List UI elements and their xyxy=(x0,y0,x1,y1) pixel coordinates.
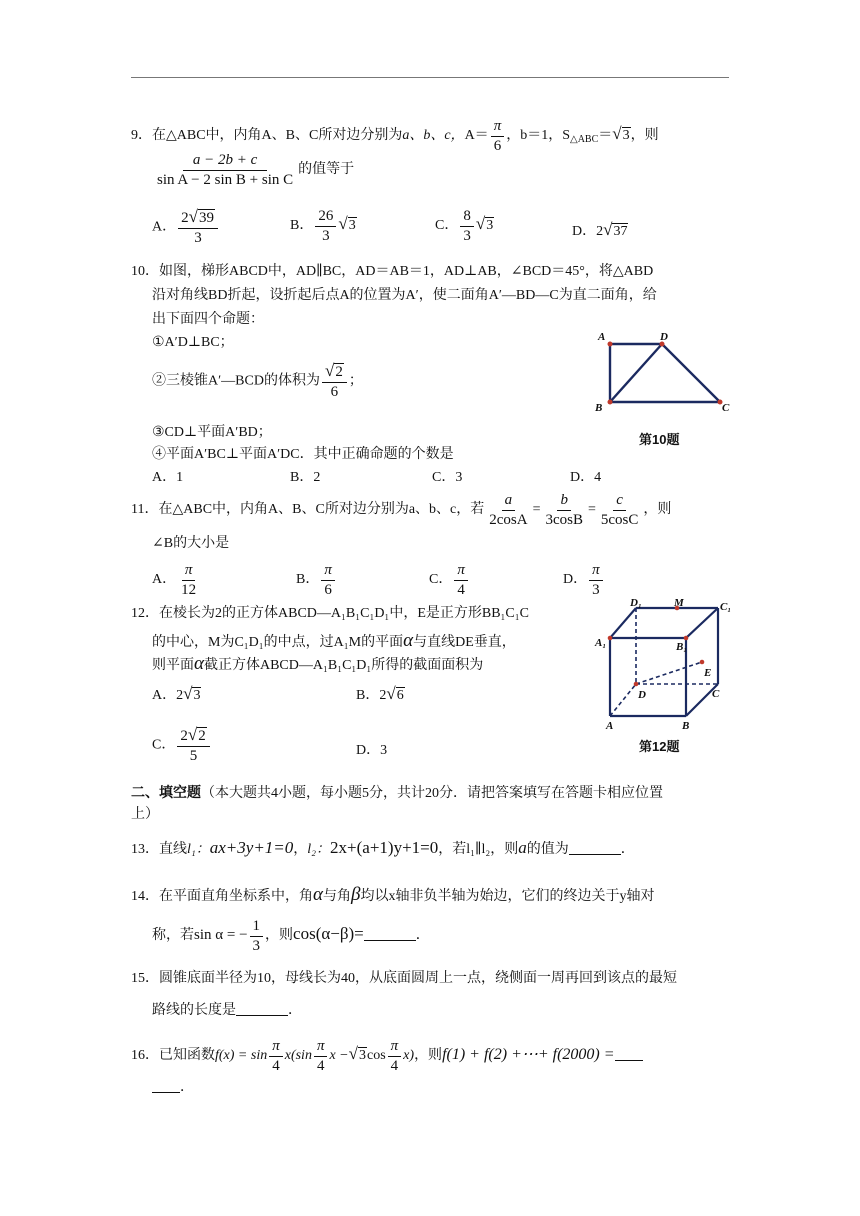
label-d: D xyxy=(660,331,668,343)
q11-opt-c-den: 4 xyxy=(457,581,465,598)
q9-opt-d-label: D． xyxy=(572,224,597,239)
q16-answer-blank-b[interactable] xyxy=(152,1092,180,1093)
q9-opt-b-num: 26 xyxy=(315,208,336,227)
q10-option-b: B．2 xyxy=(290,470,321,485)
q12-line3 xyxy=(152,653,483,676)
q10-prop2-text: ②三棱锥A′—BCD的体积为 xyxy=(152,373,320,389)
q9-opt-a-frac: $\frac{2√39}{3}$ xyxy=(178,208,218,246)
q15-end: ． xyxy=(288,1003,302,1018)
label-b: B xyxy=(595,402,603,414)
point-b xyxy=(608,400,613,405)
q11-frac-a xyxy=(486,492,530,528)
q12-option-b: B．2√6 xyxy=(356,684,404,703)
q11-opt-a-num: π xyxy=(182,562,196,581)
q16-x3: x) xyxy=(403,1048,415,1064)
q11-option-a xyxy=(152,562,201,598)
q16-lead: 16．已知函数 xyxy=(131,1048,215,1064)
q10-line2: 沿对角线BD折起，设折起后点A的位置为A′，使二面角A′—BD—C为直二面角，给 xyxy=(152,288,657,303)
q9-opt-c-num: 8 xyxy=(460,208,474,227)
q16-sum: f(1) + f(2) +⋯+ f(2000) = xyxy=(442,1046,615,1064)
q9-opt-a-label: A． xyxy=(152,219,177,235)
q11-opt-c-num: π xyxy=(454,562,468,581)
q9-opt-c-rad: 3 xyxy=(486,218,494,234)
segment-de xyxy=(636,662,702,684)
q9-sqrt3: 3 xyxy=(622,128,630,144)
q11-option-d xyxy=(563,562,605,598)
label-b: B xyxy=(682,720,690,732)
q13-cond: ，若l₁∥l₂，则 xyxy=(438,842,519,857)
q10-option-d: D．4 xyxy=(570,470,602,485)
q16-x2: x − xyxy=(329,1048,349,1064)
q16-four1: 4 xyxy=(272,1057,280,1074)
q12-alpha1: α xyxy=(403,630,414,651)
q10-prop2-den: 6 xyxy=(330,383,339,400)
edge-ad xyxy=(610,684,636,716)
q9-pi: π xyxy=(491,118,505,137)
q9-line1: 9．在△ABC中，内角A、B、C所对边分别为a、b、c，A＝ $\frac{\pi}{6}$ ，b＝1，$S_{\triangle ABC}=√3$，则 xyxy=(131,118,659,154)
edge-a1d1 xyxy=(610,608,636,638)
q15-line2-text: 路线的长度是 xyxy=(152,1003,236,1018)
q10-line1: 10．如图，梯形ABCD中，AD∥BC，AD＝AB＝1，AD⊥AB，∠BCD＝45°，将△ABD xyxy=(131,264,654,279)
q11-opt-c-label: C． xyxy=(429,572,453,588)
q12-opt-b-label: B． xyxy=(356,688,380,703)
q12-opt-c-label: C． xyxy=(152,737,176,753)
edge-b1c1 xyxy=(686,608,718,638)
label-e: E xyxy=(704,667,712,679)
label-a1: A₁ xyxy=(595,637,607,649)
point-a xyxy=(608,342,613,347)
q9-s-sub: △ABC xyxy=(570,134,599,146)
label-d1: D₁ xyxy=(630,598,642,609)
q11-opt-d-frac xyxy=(589,562,603,598)
q12-opt-b-rad: 6 xyxy=(396,688,404,703)
label-a: A xyxy=(598,331,606,343)
q12-alpha2: α xyxy=(194,653,204,674)
q10-option-a: A．1 xyxy=(152,470,184,485)
q11-line1 xyxy=(131,492,671,528)
q15-line1: 15．圆锥底面半径为10，母线长为40，从底面圆周上一点，绕侧面一周再回到该点的最短 xyxy=(131,971,677,986)
q9-main-frac xyxy=(154,152,296,188)
q16-fx: f(x) = sin xyxy=(215,1048,268,1064)
point-e xyxy=(700,660,705,665)
q9-vars: a、b、c， xyxy=(402,128,465,144)
q16-sqrt3: 3 xyxy=(358,1048,366,1064)
q11-opt-c-frac xyxy=(454,562,468,598)
q9-option-d: D．2√37 xyxy=(572,220,628,239)
q12-line2 xyxy=(152,630,516,653)
q14-beta: β xyxy=(350,884,361,905)
q16-pi2: π xyxy=(314,1038,328,1057)
q13-end: ． xyxy=(620,842,635,857)
q13-sep: ， xyxy=(293,842,308,857)
q11-option-b xyxy=(296,562,337,598)
q12-line1: 12．在棱长为2的正方体ABCD—A₁B₁C₁D₁中，E是正方形BB₁C₁C xyxy=(131,606,529,621)
q11-option-c xyxy=(429,562,470,598)
q13-l2: l₂： xyxy=(307,842,331,857)
edge-dc xyxy=(662,344,720,402)
q14-end: ． xyxy=(415,928,430,944)
q10-prop2 xyxy=(152,362,363,400)
q9-opt-a-rad: 39 xyxy=(198,210,214,226)
q9-option-c: C． $\frac{8}{3}$ √3 xyxy=(435,208,494,244)
q16-pi1: π xyxy=(269,1038,283,1057)
q12-option-c xyxy=(152,726,212,764)
q9-opt-b-den: 3 xyxy=(322,227,330,244)
q11-frac-b-num: b xyxy=(557,492,571,511)
q13-answer-blank[interactable] xyxy=(569,854,621,855)
q14-answer-blank[interactable] xyxy=(364,940,416,941)
q11-opt-d-num: π xyxy=(589,562,603,581)
q11-opt-d-label: D． xyxy=(563,572,588,588)
label-c: C xyxy=(712,688,720,700)
q12-line2b: 与直线DE垂直， xyxy=(413,635,516,650)
q14-cos: cos(α−β)= xyxy=(293,924,364,944)
q15-answer-blank[interactable] xyxy=(236,1015,288,1016)
header-rule xyxy=(131,77,729,78)
q9-expression xyxy=(152,152,354,188)
q14-frac-num: 1 xyxy=(250,918,264,937)
q11-opt-b-num: π xyxy=(321,562,335,581)
q12-opt-a-label: A． xyxy=(152,688,177,703)
q12-opt-a-coef: 2 xyxy=(176,688,184,703)
q9-opt-c-den: 3 xyxy=(463,227,471,244)
q11-opt-b-label: B． xyxy=(296,572,320,588)
q11-frac-c-den: 5cosC xyxy=(600,511,639,528)
q12-opt-b-coef: 2 xyxy=(379,688,387,703)
q16-four2: 4 xyxy=(316,1057,325,1074)
q9-main-den: sin A − 2 sin B + sin C xyxy=(157,171,294,188)
q12-opt-c-rad: 2 xyxy=(198,728,206,744)
q11-line2: ∠B的大小是 xyxy=(152,536,230,551)
q9-option-b: B． $\frac{26}{3}$ √3 xyxy=(290,208,356,244)
q12-option-d: D．3 xyxy=(356,743,388,758)
q11-then: ，则 xyxy=(643,502,672,518)
point-d xyxy=(634,682,639,687)
q10-option-c: C．3 xyxy=(432,470,463,485)
q9-opt-b-frac xyxy=(315,208,336,244)
q9-opt-a-coef: 2 xyxy=(181,210,189,226)
q11-frac-c-num: c xyxy=(613,492,626,511)
q9-main-num: a − 2b + c xyxy=(183,152,267,171)
q11-frac-a-num: a xyxy=(502,492,516,511)
q9-opt-a-den: 3 xyxy=(194,229,202,246)
q9-option-a xyxy=(152,208,220,246)
q16-then: ，则 xyxy=(414,1048,443,1064)
q13-tail: 的值为 xyxy=(526,842,569,857)
label-a: A xyxy=(606,720,614,732)
q9-opt-c-label: C． xyxy=(435,218,459,234)
q14-line2 xyxy=(152,918,430,954)
q12-cube-figure xyxy=(592,598,738,732)
q16-end: ． xyxy=(180,1080,194,1095)
q13-lead: 13．直线 xyxy=(131,842,187,857)
q12-line3a: 则平面 xyxy=(152,658,194,673)
point-a1 xyxy=(608,636,613,641)
q11-frac-a-den: 2cosA xyxy=(489,511,528,528)
q14-alpha: α xyxy=(313,884,323,905)
q14-rest: 均以x轴非负半轴为始边，它们的终边关于y轴对 xyxy=(360,889,655,904)
q9-b-eq: ，b＝1，S xyxy=(506,128,570,144)
q12-figure-caption: 第12题 xyxy=(639,739,680,754)
q14-line1 xyxy=(131,884,654,907)
q10-prop4: ④平面A′BC⊥平面A′DC．其中正确命题的个数是 xyxy=(152,447,454,462)
q9-opt-d-coef: 2 xyxy=(596,224,604,239)
q11-opt-b-frac xyxy=(321,562,335,598)
section2-desc2: 上） xyxy=(131,807,159,822)
q9-opt-b-rad: 3 xyxy=(348,218,356,234)
q9-six: 6 xyxy=(493,137,502,154)
q10-trapezoid-figure xyxy=(590,328,736,420)
q12-line3b: 截正方体ABCD—A₁B₁C₁D₁所得的截面面积为 xyxy=(203,658,484,673)
q9-lead: 9．在△ABC中，内角A、B、C所对边分别为 xyxy=(131,128,403,144)
q11-frac-c xyxy=(598,492,642,528)
q9-a-eq: A＝ xyxy=(464,128,489,144)
q10-prop2-num: 2 xyxy=(335,364,343,380)
label-m: M xyxy=(674,598,684,609)
q16-pi3: π xyxy=(388,1038,402,1057)
q16-frac2 xyxy=(314,1038,328,1074)
label-c: C xyxy=(722,402,730,414)
edge-bd xyxy=(610,344,662,402)
section2-title: 二、填空题 xyxy=(131,784,201,800)
q11-opt-a-den: 12 xyxy=(181,581,197,598)
q11-opt-a-label: A． xyxy=(152,572,177,588)
label-c1: C₁ xyxy=(720,601,732,613)
q16-cos: cos xyxy=(366,1048,386,1064)
q10-prop1: ①A′D⊥BC； xyxy=(152,335,234,350)
q12-opt-c-coef: 2 xyxy=(180,728,188,744)
q15-line2 xyxy=(152,1003,302,1020)
q10-prop2-frac: $\frac{√2}{6}$ xyxy=(322,362,347,400)
q14-line2b: ，则 xyxy=(265,928,294,944)
q13-l1: l₁： xyxy=(187,842,210,857)
q14-lead: 14．在平面直角坐标系中，角 xyxy=(131,889,313,904)
q10-prop2-post: ； xyxy=(348,373,363,389)
q16-x1: x(sin xyxy=(284,1048,312,1064)
q11-lead: 11．在△ABC中，内角A、B、C所对边分别为a、b、c，若 xyxy=(131,502,485,518)
q12-opt-c-den: 5 xyxy=(189,747,198,764)
q14-frac-den: 3 xyxy=(252,937,261,954)
q16-line2 xyxy=(152,1080,194,1097)
q11-eq1: = xyxy=(532,502,541,518)
q9-opt-d-rad: 37 xyxy=(613,224,628,239)
q11-frac-b-den: 3cosB xyxy=(545,511,583,528)
q11-eq2: = xyxy=(587,502,596,518)
label-b1: B₁ xyxy=(676,641,688,653)
q9-opt-c-frac xyxy=(460,208,474,244)
section2-desc: （本大题共4小题，每小题5分，共计20分．请把答案填写在答题卡相应位置 xyxy=(201,786,663,801)
q10-prop3: ③CD⊥平面A′BD； xyxy=(152,425,272,440)
q14-frac xyxy=(250,918,264,954)
q13-a: a xyxy=(518,838,527,857)
q14-line2a: 称，若 xyxy=(152,928,194,944)
q9-s-eq: ＝ xyxy=(598,128,613,144)
q12-opt-a-rad: 3 xyxy=(193,688,201,703)
q10-line3: 出下面四个命题： xyxy=(152,312,264,327)
point-b1 xyxy=(684,636,689,641)
q9-angle-frac xyxy=(491,118,505,154)
q10-figure-caption: 第10题 xyxy=(639,432,680,447)
q13-eq1: ax+3y+1=0 xyxy=(209,838,294,857)
q11-opt-d-den: 3 xyxy=(592,581,600,598)
q13-line xyxy=(131,838,635,859)
q9-then: ，则 xyxy=(630,128,659,144)
q9-tail: 的值等于 xyxy=(298,162,355,178)
q16-four3: 4 xyxy=(390,1057,399,1074)
section2-header xyxy=(131,784,663,803)
label-d: D xyxy=(638,689,646,701)
q13-eq2: 2x+(a+1)y+1=0 xyxy=(330,838,439,857)
q14-sin: sin α = − xyxy=(194,927,248,944)
q9-opt-b-label: B． xyxy=(290,218,314,234)
q11-opt-a-frac xyxy=(178,562,199,598)
q14-mid: 与角 xyxy=(322,889,351,904)
q11-opt-b-den: 6 xyxy=(324,581,332,598)
q11-frac-b xyxy=(542,492,586,528)
q12-line2a: 的中心，M为C₁D₁的中点，过A₁M的平面 xyxy=(152,635,404,650)
q16-line1: 16．已知函数f(x) = sin $\frac{\pi}{4}$ x(sin $\frac{\pi}{4}$ x −√3cos $\frac{\pi}{4}$ x)，则f(1) + f(2) +⋯+ f(2000) = xyxy=(131,1038,643,1074)
q12-option-a: A．2√3 xyxy=(152,684,201,703)
q16-frac3 xyxy=(388,1038,402,1074)
q12-opt-c-frac: $\frac{2√2}{5}$ xyxy=(177,726,209,764)
q16-answer-blank-a[interactable] xyxy=(615,1060,643,1061)
q16-frac1 xyxy=(269,1038,283,1074)
